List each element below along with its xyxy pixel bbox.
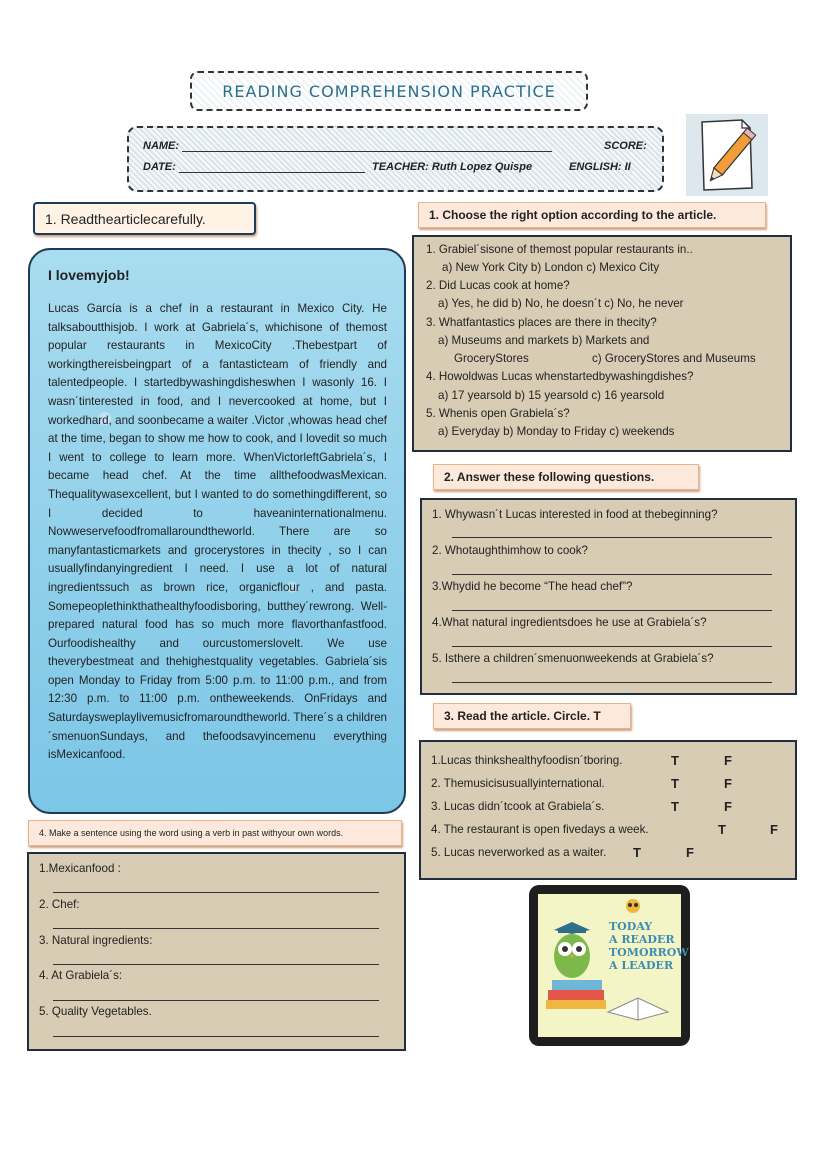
s3-statement-1: 1.Lucas thinkshealthyfoodisn´tboring. [431,754,623,767]
s3-statement-5: 5. Lucas neverworked as a waiter. [431,846,607,859]
s2-question-2: 2. Whotaughthimhow to cook? [432,544,588,557]
section1-heading [418,202,766,228]
reading-instruction [33,202,256,235]
poster-line-3: TOMORROW [609,946,689,959]
section2-panel [420,498,797,695]
s4-item-1: 1.Mexicanfood : [39,862,121,875]
s3-false-5[interactable]: F [686,845,694,860]
s2-question-1: 1. Whywasn´t Lucas interested in food at thebeginning? [432,508,718,521]
article-body: Lucas García is a chef in a restaurant in Mexico City. He talksaboutthisjob. I work at Gabriela´s, whichisone of themost popular restaurants in MexicoCity .Thebestpart of workingthereisbeingpart of a fantasticteam of friendly and talentedpeople. I startedbywashingdisheswhen I wasonly 16. I wasn´tinterested in food, and I nevercooked at home, but I workedhard, and soonbecame a waiter .Victor ,whowas head chef at the time, began to show me how to cook, and I lovedit so much I went to college to learn more. WhenVictorleftGabriela´s, I became head chef. At the time allthefoodwasMexican. Thequalitywasexcellent, but I wanted to do somethingdifferent, so I decided to haveaninternationalmenu. Nowweservefoodfromallaroundtheworld. There are so manyfantasticmarkets and grocerystores in thecity , so I can usuallyfindanyingredient I need. I use a lot of natural ingredientssuch as brown rice, organicflour , and pasta. Somepeoplethinkthathealthyfoodisboring, butthey´rewrong. Well-prepared natural food has so much more flavorthanfastfood. Ourfoodishealthy and ourcustomerslovelt. We use theverybestmeat and thehighestquality vegetables. Gabriela´sis open Monday to Friday from 5:00 p.m. to 11:00 p.m., and from 12:30 p.m. to 11:00 p.m. ontheweekends. OnFridays and Saturdaysweplaylivemusicfromaroundtheworld. There´s a children´smenuonSundays, and thefoodsavyincemenu everything isMexicanfood. [48,302,387,762]
s3-true-5[interactable]: T [633,845,641,860]
teacher-row [372,161,532,173]
section3-panel [419,740,797,880]
s1-options-1[interactable]: a) New York City b) London c) Mexico City [442,261,660,274]
s4-answer-line-4[interactable] [53,1000,379,1001]
s1-question-5: 5. Whenis open Grabiela´s? [426,407,570,420]
s2-answer-line-4[interactable] [452,646,772,647]
section1-panel [412,235,792,452]
date-row [143,161,365,173]
s3-statement-3: 3. Lucas didn´tcook at Grabiela´s. [431,800,605,813]
s2-question-4: 4.What natural ingredientsdoes he use at Grabiela´s? [432,616,707,629]
teacher-label: TEACHER: [372,161,429,173]
s1-options-5[interactable]: a) Everyday b) Monday to Friday c) weekends [438,425,675,438]
s3-false-3[interactable]: F [724,799,732,814]
title-banner [190,71,588,111]
article-title: I lovemyjob! [48,267,130,283]
s1-question-1: 1. Grabiel´sisone of themost popular restaurants in.. [426,243,693,256]
s3-statement-2: 2. Themusicisusuallyinternational. [431,777,605,790]
reader-leader-poster [529,885,690,1046]
s3-statement-4: 4. The restaurant is open fivedays a week. [431,823,649,836]
section4-heading [28,820,402,846]
page-title: READING COMPREHENSION PRACTICE [222,81,556,101]
s3-false-1[interactable]: F [724,753,732,768]
s3-true-1[interactable]: T [671,753,679,768]
s3-false-4[interactable]: F [770,822,778,837]
s4-answer-line-3[interactable] [53,964,379,965]
s1-question-3: 3. Whatfantastics places are there in thecity? [426,316,657,329]
name-row [143,140,552,152]
s3-false-2[interactable]: F [724,776,732,791]
s4-item-5: 5. Quality Vegetables. [39,1005,152,1018]
s1-options-2[interactable]: a) Yes, he did b) No, he doesn´t c) No, he never [438,297,684,310]
s3-true-3[interactable]: T [671,799,679,814]
reading-instruction-text: 1. Readthearticlecarefully. [45,210,206,227]
s1-options-3c[interactable]: c) GroceryStores and Museums [592,352,756,365]
teacher-name: Ruth Lopez Quispe [431,161,533,173]
date-field[interactable] [179,172,365,173]
s3-true-2[interactable]: T [671,776,679,791]
section4-heading-text: 4. Make a sentence using the word using a verb in past withyour own words. [39,828,344,838]
student-info-box [127,126,664,192]
section2-heading-text: 2. Answer these following questions. [444,470,655,484]
s1-question-2: 2. Did Lucas cook at home? [426,279,570,292]
s1-options-4[interactable]: a) 17 yearsold b) 15 yearsold c) 16 yearsold [438,389,665,402]
s1-question-4: 4. Howoldwas Lucas whenstartedbywashingdishes? [426,370,694,383]
s4-item-2: 2. Chef: [39,898,80,911]
name-field[interactable] [182,151,552,152]
section4-panel [27,852,406,1051]
s2-answer-line-3[interactable] [452,610,772,611]
poster-line-2: A READER [609,933,675,946]
s2-answer-line-5[interactable] [452,682,772,683]
english-level: ENGLISH: II [569,161,631,173]
poster-inner [538,894,689,1037]
section3-heading-text: 3. Read the article. Circle. T [444,709,601,723]
s2-question-5: 5. Isthere a children´smenuonweekends at Grabiela´s? [432,652,714,665]
s4-item-4: 4. At Grabiela´s: [39,969,123,982]
s4-answer-line-1[interactable] [53,892,379,893]
s2-answer-line-1[interactable] [452,537,772,538]
s2-answer-line-2[interactable] [452,574,772,575]
section3-heading [433,703,631,729]
s4-answer-line-2[interactable] [53,928,379,929]
s1-options-3a[interactable]: a) Museums and markets b) Markets and [438,334,650,347]
s1-options-3b[interactable]: GroceryStores [454,352,529,365]
section1-heading-text: 1. Choose the right option according to the article. [429,208,717,222]
poster-line-4: A LEADER [609,959,674,972]
date-label: DATE: [143,161,176,173]
section2-heading [433,464,699,490]
s2-question-3: 3.Whydid he become “The head chef”? [432,580,633,593]
name-label: NAME: [143,140,180,152]
article-panel [28,248,406,814]
score-label: SCORE: [604,140,647,152]
s4-item-3: 3. Natural ingredients: [39,934,153,947]
s3-true-4[interactable]: T [718,822,726,837]
s4-answer-line-5[interactable] [53,1036,379,1037]
poster-line-1: TODAY [609,920,653,933]
paper-pencil-icon [686,114,768,196]
poster-text [609,920,689,972]
